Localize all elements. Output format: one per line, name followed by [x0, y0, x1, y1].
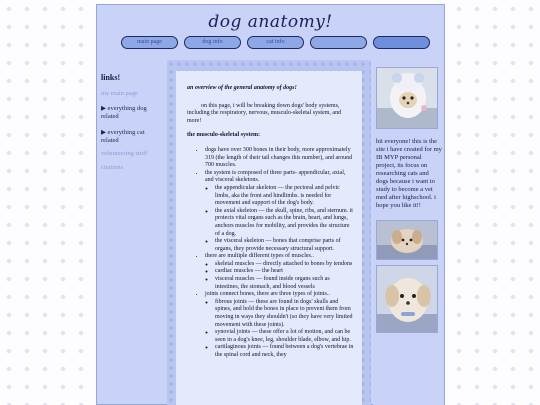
- nav-cat-info-button[interactable]: cat info: [247, 36, 304, 49]
- page-title: dog anatomy!: [208, 12, 333, 32]
- list-item: ◦ the axial skeleton — the skull, spine, ribs, and sternum. it protects vital organs such as the brain, heart, and lungs, anchors muscles for mobility, and provides the structure of a dog.: [215, 208, 354, 238]
- list-item: ◦ cardiac muscles — the heart: [215, 268, 354, 276]
- sidebar-item-dog-related[interactable]: ▶ everything dog related: [101, 105, 147, 120]
- nav-button-4[interactable]: [310, 36, 367, 49]
- profile-sidebar: [373, 60, 444, 405]
- article-intro: on this page, i will be breaking down dogs' body systems, including the respiratory, nervous, musculo-skeletal system, and more!: [187, 102, 342, 124]
- main-content-area: [167, 60, 371, 405]
- list-item: ◦ the visceral skeleton — bones that comprise parts of organs, they provide necessary structural support.: [215, 238, 354, 253]
- anatomy-list: [195, 147, 354, 360]
- section-heading: the musculo-skeletal system:: [187, 132, 260, 139]
- list-item: • there are multiple different types of muscles.. ◦ skeletal muscles — directly attached to bones by tendons ◦ cardiac muscles — the heart ◦ visceral muscles — found inside organs such as intestines, the stomach, and blood vessels: [205, 253, 354, 291]
- list-item: • dogs have over 300 bones in their body, more approximately 319 (the length of their tail changes this number), and around 700 muscles.: [205, 147, 354, 170]
- dog-photo-puppy: [376, 265, 438, 333]
- links-heading: links!: [101, 73, 121, 82]
- list-item: ◦ the appendicular skeleton — the pectoral and pelvic limbs, aka the front and hindlimbs. is needed for movement and support of the dog's body.: [215, 185, 354, 208]
- list-item: • joints connect bones, there are three types of joints.. ◦ fibrous joints — these are found in dogs' skulls and spines, and hold the bones in place to prevent them from moving in ways they shouldn't (so they have very limited movement with these joints). ◦ synovial joints — these offer a lot of motion, and can be seen in a dog's knee, leg, shoulder blade, elbow, and hip. ◦ cartilaginous joints — found between a dog's vertebrae in the spinal cord and neck, they: [205, 291, 354, 359]
- nav-dog-info-button[interactable]: dog info: [184, 36, 241, 49]
- list-item: ◦ synovial joints — these offer a lot of motion, and can be seen in a dog's knee, leg, shoulder blade, elbow, and hip.: [215, 329, 354, 344]
- sidebar-item-cat-related[interactable]: ▶ everything cat related: [101, 129, 145, 144]
- list-item: ◦ cartilaginous joints — found between a dog's vertebrae in the spinal cord and neck, they: [215, 344, 354, 359]
- page-frame: [96, 4, 445, 405]
- dog-photo-blanket: [376, 220, 438, 260]
- article[interactable]: [176, 71, 362, 405]
- nav-bar: [121, 36, 430, 49]
- sidebar-item-citations[interactable]: citations: [101, 164, 124, 171]
- bio-text: hii everyone! this is the site i have created for my IB MYP personal project, its focus on researching cats and dogs because i want to study to become a vet med after highschool. i hope you like it!!: [376, 138, 442, 209]
- nav-button-5[interactable]: [373, 36, 430, 49]
- list-item: • the system is composed of three parts- appendicular, axial, and visceral skeletons. ◦ the appendicular skeleton — the pectoral and pelvic limbs, aka the front and hindlimbs. is needed for movement and support of the dog's body. ◦ the axial skeleton — the skull, spine, ribs, and sternum. it protects vital organs such as the brain, heart, and lungs, anchors muscles for mobility, and provides the structure of a dog. ◦ the visceral skeleton — bones that comprise parts of organs, they provide necessary structural support.: [205, 170, 354, 254]
- list-item: ◦ visceral muscles — found inside organs such as intestines, the stomach, and blood vessels: [215, 276, 354, 291]
- sidebar-item-main-page[interactable]: my main page: [101, 90, 138, 97]
- dog-photo-costume: [376, 67, 438, 129]
- article-subtitle: an overview of the general anatomy of dogs!: [187, 85, 297, 91]
- list-item: ◦ skeletal muscles — directly attached to bones by tendons: [215, 261, 354, 269]
- header: [97, 5, 444, 57]
- links-sidebar: [97, 67, 165, 404]
- sidebar-item-volunteering[interactable]: volunteering stuff: [101, 150, 148, 157]
- nav-main-page-button[interactable]: main page: [121, 36, 178, 49]
- list-item: ◦ fibrous joints — these are found in dogs' skulls and spines, and hold the bones in place to prevent them from moving in ways they shouldn't (so they have very limited movement with these joints).: [215, 299, 354, 329]
